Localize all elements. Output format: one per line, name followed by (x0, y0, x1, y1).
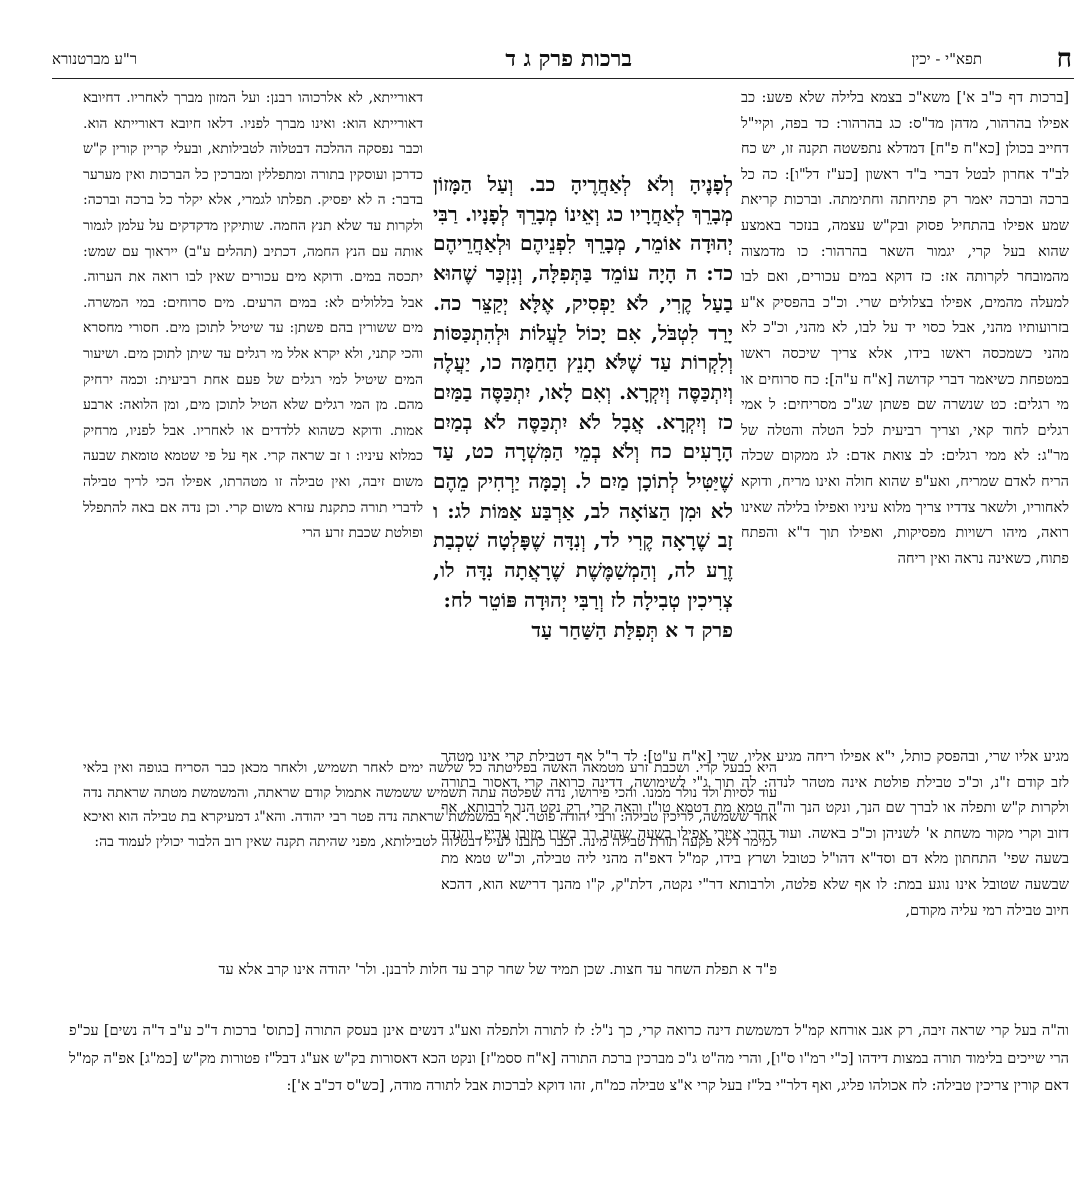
bartenura-lower: היא כבעל קרי. ושכבת זרע מטמאה האשה בפליטתה כל שלשה ימים לאחר תשמיש, ולאחר מכאן כבר הסריח בגופה ואין בלאי עוד לסיות ולד נולר ממנו. והכי פירושו, נדה שפלטה עתה תשמיש ששמשה אתמול קודם שראתה, והמשמשת מטתה שראתה נדה אחר ששמשה, לריכין טבילה: ורבי יהודה פוטר. אף במשמשת שראתה נדה פטר רבי יהודה. והא"ג דמעיקרא בת טבילה הוא ואיכא למימר דלא פקעה תורת טבילה מינה. וכבר כתבנו לעיל דבטלוה לטבילותא, מפני שהיתה תקנה שאין רוב הלבור יכולין לעמוד בה: (83, 760, 777, 850)
tosfot-bottom: וה"ה בעל קרי שראה זיבה, רק אגב אורחא קמ"ל דמשמשת דינה כרואה קרי, כך נ"ל: לז לתורה ולתפלה ואע"ג דנשים אינן בעסק התורה [כתוס' ברכות ד"כ ע"ב ד"ה נשים] עכ"פ הרי שייכים בלימוד תורה במצות דידהו [כ"י רמ"ו ס"ו], והרי מה"ט ג"כ מברכין ברכת התורה [א"ח ססמ"ז] ונקט הכא דאסורות בק"ש אע"ג דבל"ז פטורות מק"ש [כמ"ג] אפ"ה קמ"ל דאם קורין צריכין טבילה: לח אכולהו פליג, ואף דלר"י בל"ז בעל קרי א"צ טבילה כמ"ח, זהו דוקא לברכות אבל לתורה מודה, [כש"ס דכ"ב א']: (69, 1023, 1069, 1094)
tosfot-yachin-column: [ברכות דף כ"ב א'] משא"כ בצמא בלילה שלא פשע: כב אפילו בהרהור, מדהן מד"ס: כג בהרהור: כד בפה, וקיי"ל דחייב בכולן [כא"ח פ"ח] דמדלא נתפשטה תקנה זו, יש כח לב"ד אחרון לבטל דברי ב"ד ראשון [כע"ז דל"ו]: כה כל ברכה וברכה יאמר רק פתיחתה וחתימתה. וברכות קריאת שמע אפילו בהתחיל פסוק ובק"ש עצמה, בנזכר באמצע שהוא בעל קרי, יגמור השאר בהרהור: כו מדמצוה מהמובחר לקרותה אז: כז דוקא במים עכורים, ואם לבו למעלה מהמים, אפילו בצלולים שרי. וכ"כ בהפסיק א"ע בזרועותיו מהני, אבל כסוי יד על לבו, לא מהני, וכ"כ לא מהני כשמכסה ראשו בידו, אלא צריך שיכסה ראשו במטפחת כשיאמר דברי קדושה [א"ח ע"ה]: כח סרוחים או מי רגלים: כט שנשרה שם פשתן שג"כ מסריחים: ל אמי רגלים לחוד קאי, וצריך רביעית לכל הטלה והטלה של מר"ג: לא ממי רגלים: לב צואת אדם: לג ממקום שכלה הריח לאדם שמריח, ואע"פ שהוא חולה ואינו מריח, ודוקא לאחוריו, ולשאר צדדיו צריך מלוא עיניו ואפילו בלילה שאינו רואה, מיהו רשויות מפסיקות, ואפילו תוך ד"א והפתח פתוח, כשאינה נראה ואין ריחה (741, 90, 1069, 567)
header-rule (52, 78, 1074, 79)
header-center-title: ברכות פרק ג ד (505, 46, 632, 72)
bartenura-next-chapter: פ"ד א תפלת השחר עד חצות. שכן תמיד של שחר קרב עד חלות לרבנן. ולר' יהודה אינו קרב אלא עד (218, 962, 777, 978)
mishna-body: לְפָנֶיהָ וְלֹא לְאַחֲרֶיהָ כב. וְעַל הַמָּזוֹן מְבָרֵךְ לְאַחֲרָיו כג וְאֵינוֹ מְבָרֵךְ לְפָנָיו. רַבִּי יְהוּדָה אוֹמֵר, מְבָרֵךְ לִפְנֵיהֶם וּלְאַחֲרֵיהֶם כד: ה הָיָה עוֹמֵד בַּתְּפִלָּה, וְנִזְכַּר שֶׁהוּא בַעַל קֶרִי, לֹא יַפְסִיק, אֶלָּא יְקַצֵּר כה. יָרַד לִטְבֹּל, אִם יָכוֹל לַעֲלוֹת וּלְהִתְכַּסּוֹת וְלִקְרוֹת עַד שֶׁלֹּא תָנֵץ הַחַמָּה כו, יַעֲלֶה וְיִתְכַּסֶּה וְיִקְרָא. וְאִם לָאו, יִתְכַּסֶּה בַמַּיִם כז וְיִקְרָא. אֲבָל לֹא יִתְכַּסֶּה לֹא בְמַיִם הָרָעִים כח וְלֹא בְמֵי הַמִּשְׁרָה כט, עַד שֶׁיַּטִּיל לְתוֹכָן מַיִם ל. וְכַמָּה יַרְחִיק מֵהֶם לא וּמִן הַצּוֹאָה לב, אַרְבַּע אַמּוֹת לג: ו זָב שֶׁרָאָה קֶרִי לד, וְנִדָּה שֶׁפָּלְטָה שִׁכְבַת זֶרַע לה, וְהַמְשַׁמֶּשֶׁת שֶׁרָאֲתָה נִדָּה לו, צְרִיכִין טְבִילָה לז וְרַבִּי יְהוּדָה פּוֹטֵר לח: (433, 172, 733, 612)
page-letter: ח (1056, 44, 1072, 74)
tosfot-lower: מגיע אליו שרי, ובהפסק כותל, י"א אפילו ריחה מגיע אליו, שרי [א"ח ע"ט]: לד ר"ל אף דטבילת קרי אינו מטהר לזב קודם ז"נ, וכ"כ טבילת פולטת אינה מטהר לנדה: לה תוך ג"י לשימושה, דדינה כרואה קרי דאסור בתורה ולקרות ק"ש ותפלה או לברך שם הנך, ונקט הנך וה"ה טמא מת דטמא טו"ז וראה קרי, רק נקט הנך לרבותא, אף דזוב וקרי מקור משחת א' לשניהן וכ"כ באשה. ועוד דהרי איירי אפילו בשעה שהזב רר בשרו מזובו עדיין, והנדה בשעה שפי' התחתון מלא דם וסד"א דהו"ל כטובל ושרץ בידו, קמ"ל דאפ"ה מהני ליה טבילה, וכ"ש טמא מת שבשעה שטובל אינו נוגע במת: לו אף שלא פלטה, ולרבותא דר"י נקטה, דלת"ק, ק"ו מהנך דרישא הוא, דהכא חיוב טבילה רמי עליה מקודם, (441, 749, 1069, 919)
page-header (52, 44, 1072, 76)
header-right-label: תפא"י - יכין (911, 50, 982, 68)
mishna-text (433, 170, 733, 738)
bartenura-column: דאורייתא, לא אלרכוהו רבנן: ועל המזון מברך לאחריו. דחיובא דאורייתא הוא: ואינו מברך לפניו. דלאו חיובא דאורייתא הוא. וכבר נפסקה ההלכה דבטלוה לטבילותא, ובעלי קריין קורין ק"ש כדרכן ועוסקין בתורה ומתפללין ומברכין כל הברכות ואין מערער בדבר: ה לא יפסיק. תפלתו לגמרי, אלא יקלר כל ברכה וברכה: ולקרות עד שלא תנץ החמה. שותיקין מדקדקים על עלמן לגמור אותה עם הנץ החמה, דכתיב (תהלים ע"ב) ייראוך עם שמש: יתכסה במים. ודוקא מים עכורים שאין לבו רואה את הערוה. אבל בללולים לא: במים הרעים. מים סרוחים: במי המשרה. מים ששורין בהם פשתן: עד שיטיל לתוכן מים. חסורי מחסרא והכי קתני, ולא יקרא אלל מי רגלים עד שיתן לתוכן מים. ושיעור המים שיטיל למי רגלים של פעם אחת רביעית: וכמה ירחיק מהם. מן המי רגלים שלא הטיל לתוכן מים, ומן הלואה: ארבע אמות. ודוקא כשהוא ללדדים או לאחריו. אבל לפניו, מרחיק כמלוא עיניו: ו זב שראה קרי. אף על פי שטמא טומאת שבעה משום זיבה, ואין טבילה זו מטהרתו, אפילו הכי לריך טבילה לדברי תורה כתקנת עזרא משום קרי. וכן נדה אם באה להתפלל ופולטת שכבת זרע הרי (83, 90, 423, 542)
header-left-label: ר"ע מברטנורא (52, 50, 138, 68)
perek-heading: פרק ד א תְּפִלַּת הַשַּׁחַר עַד (531, 617, 733, 642)
